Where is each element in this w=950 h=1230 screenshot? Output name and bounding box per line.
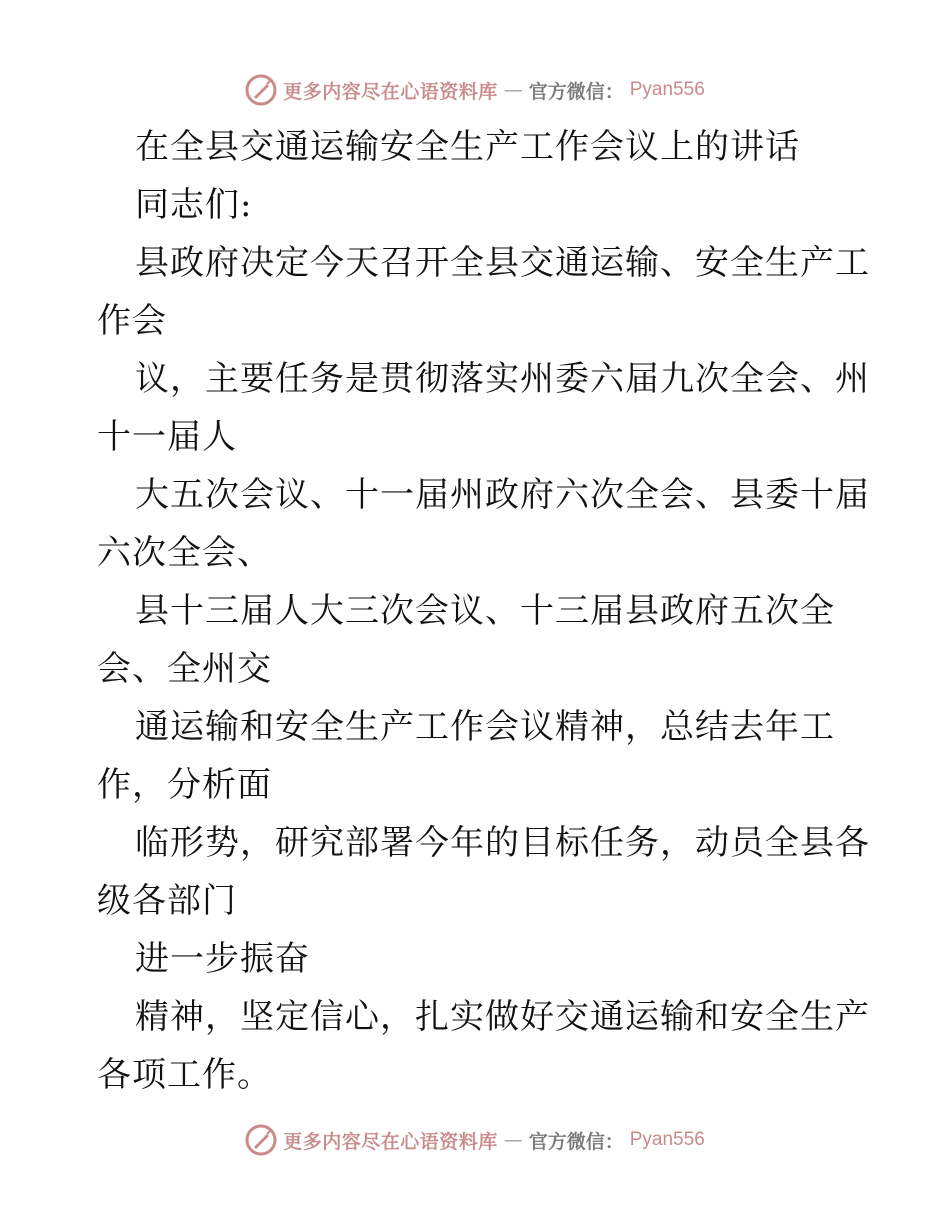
- watermark-wechat-id: Pyan556: [629, 79, 705, 100]
- feather-pen-logo-icon: [245, 74, 277, 106]
- text-line: 十一届人: [97, 417, 237, 457]
- text-line: 级各部门: [97, 881, 237, 921]
- text-line: 作会: [97, 301, 167, 341]
- feather-pen-logo-icon: [245, 1124, 277, 1156]
- document-body: [97, 118, 870, 1104]
- watermark-footer: [0, 1120, 950, 1160]
- text-line: 大五次会议、十一届州政府六次全会、县委十届: [135, 475, 870, 515]
- text-line: 议，主要任务是贯彻落实州委六届九次全会、州: [135, 359, 870, 399]
- watermark-wechat-id: Pyan556: [629, 1129, 705, 1150]
- document-title: 在全县交通运输安全生产工作会议上的讲话: [135, 127, 800, 167]
- text-line: 会、全州交: [97, 649, 272, 689]
- text-line: 各项工作。: [97, 1055, 272, 1095]
- watermark-label: 官方微信：: [528, 80, 624, 103]
- text-line: 精神，坚定信心，扎实做好交通运输和安全生产: [135, 997, 870, 1037]
- text-line: 县十三届人大三次会议、十三届县政府五次全: [135, 591, 835, 631]
- salutation: 同志们:: [135, 185, 253, 225]
- watermark-label: 官方微信：: [528, 1130, 624, 1153]
- watermark-separator: —: [503, 1129, 523, 1151]
- text-line: 通运输和安全生产工作会议精神，总结去年工: [135, 707, 835, 747]
- text-line: 六次全会、: [97, 533, 272, 573]
- text-line: 作，分析面: [97, 765, 272, 805]
- text-line: 进一步振奋: [135, 939, 310, 979]
- watermark-text: 更多内容尽在心语资料库: [283, 1130, 498, 1153]
- watermark-text: 更多内容尽在心语资料库: [283, 80, 498, 103]
- text-line: 县政府决定今天召开全县交通运输、安全生产工: [135, 243, 870, 283]
- watermark-header: [0, 70, 950, 110]
- watermark-separator: —: [503, 79, 523, 101]
- text-line: 临形势，研究部署今年的目标任务，动员全县各: [135, 823, 870, 863]
